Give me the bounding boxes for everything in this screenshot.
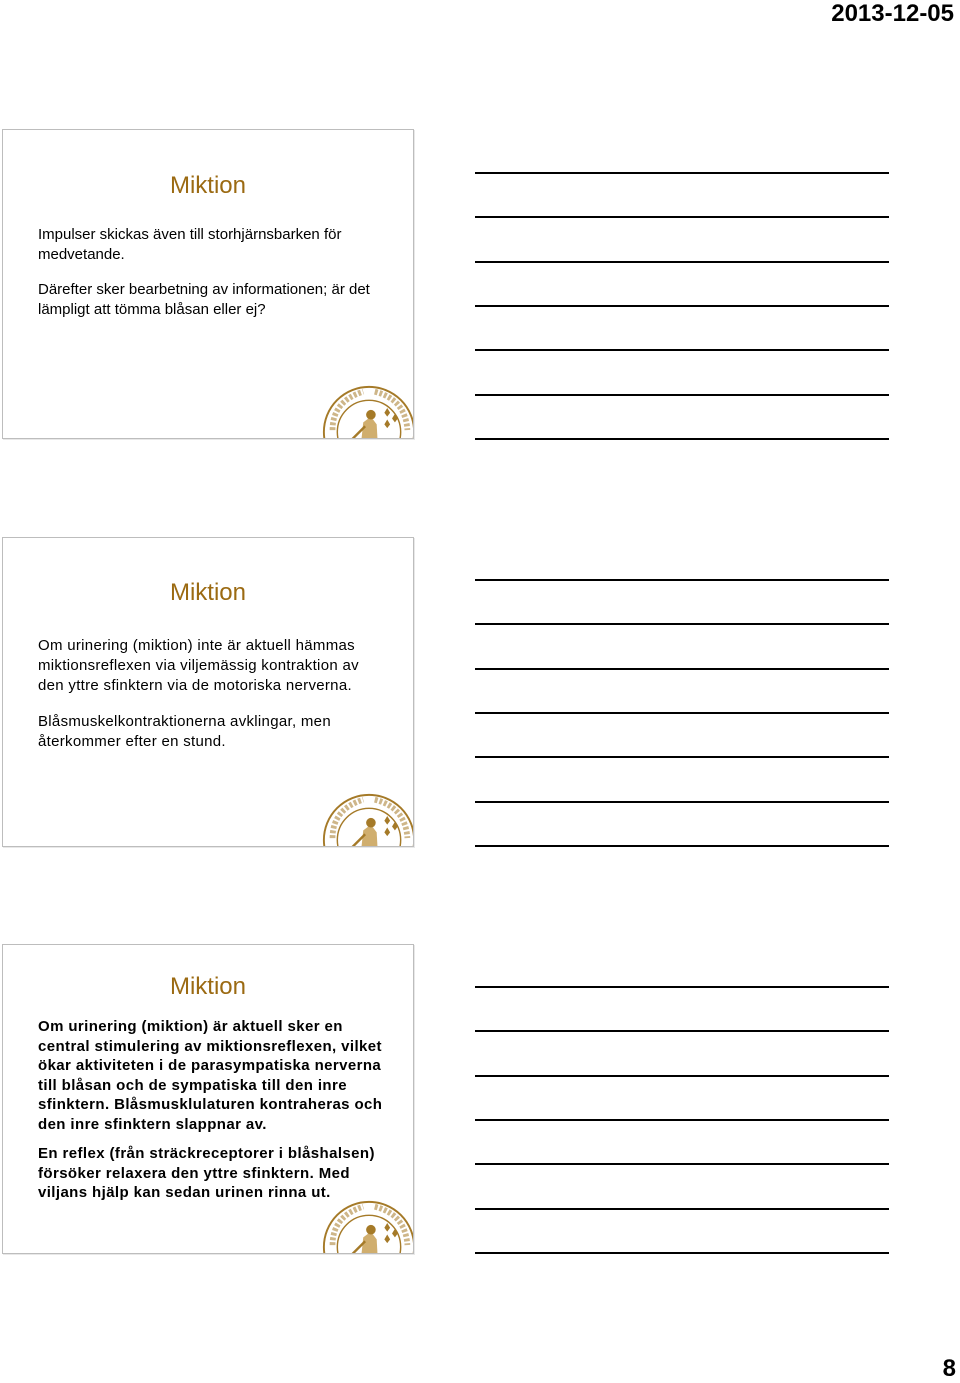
university-seal-icon (321, 384, 414, 439)
note-line (475, 305, 889, 307)
slide-paragraph: Impulser skickas även till storhjärnsbarken för medvetande. (38, 226, 342, 263)
note-line (475, 801, 889, 803)
slide-1 (2, 129, 414, 439)
university-seal-icon (321, 1199, 414, 1254)
note-line (475, 668, 889, 670)
slide-title: Miktion (169, 579, 247, 606)
note-line (475, 394, 889, 396)
slide-paragraph: Därefter sker bearbetning av informationen; är det lämpligt att tömma blåsan eller ej? (38, 281, 370, 318)
note-line (475, 712, 889, 714)
note-line (475, 623, 889, 625)
slide-paragraph: Blåsmuskelkontraktionerna avklingar, men återkommer efter en stund. (38, 713, 331, 750)
slide-paragraph: En reflex (från sträckreceptorer i blåshalsen) försöker relaxera den yttre sfinktern. Med viljans hjälp kan sedan urinen rinna ut. (38, 1145, 375, 1201)
slide-2 (2, 537, 414, 847)
slide-title: Miktion (169, 172, 247, 199)
page-number: 8 (942, 1355, 956, 1382)
slide-title: Miktion (169, 973, 247, 1000)
slide-3 (2, 944, 414, 1254)
slide-paragraph: Om urinering (miktion) är aktuell sker en central stimulering av miktionsreflexen, vilket ökar aktiviteten i de parasympatiska nerverna till blåsan och de sympatiska till den inre sfinktern. Blåsmusklulaturen kontraheras och den inre sfinktern slappnar av. (38, 1018, 383, 1133)
university-seal-icon (321, 792, 414, 847)
note-line (475, 172, 889, 174)
note-line (475, 1119, 889, 1121)
slide-body (38, 1017, 383, 1213)
slide-paragraph: Om urinering (miktion) inte är aktuell hämmas miktionsreflexen via viljemässig kontraktion av den yttre sfinktern via de motoriska nerverna. (38, 637, 359, 694)
note-line (475, 986, 889, 988)
note-line (475, 756, 889, 758)
note-line (475, 1030, 889, 1032)
note-line (475, 216, 889, 218)
note-line (475, 261, 889, 263)
note-line (475, 845, 889, 847)
note-line (475, 1208, 889, 1210)
note-line (475, 1252, 889, 1254)
note-line (475, 579, 889, 581)
note-line (475, 1163, 889, 1165)
slide-body (38, 636, 383, 768)
note-line (475, 438, 889, 440)
note-line (475, 349, 889, 351)
note-line (475, 1075, 889, 1077)
slide-body (38, 225, 383, 335)
page-date: 2013-12-05 (831, 0, 954, 27)
